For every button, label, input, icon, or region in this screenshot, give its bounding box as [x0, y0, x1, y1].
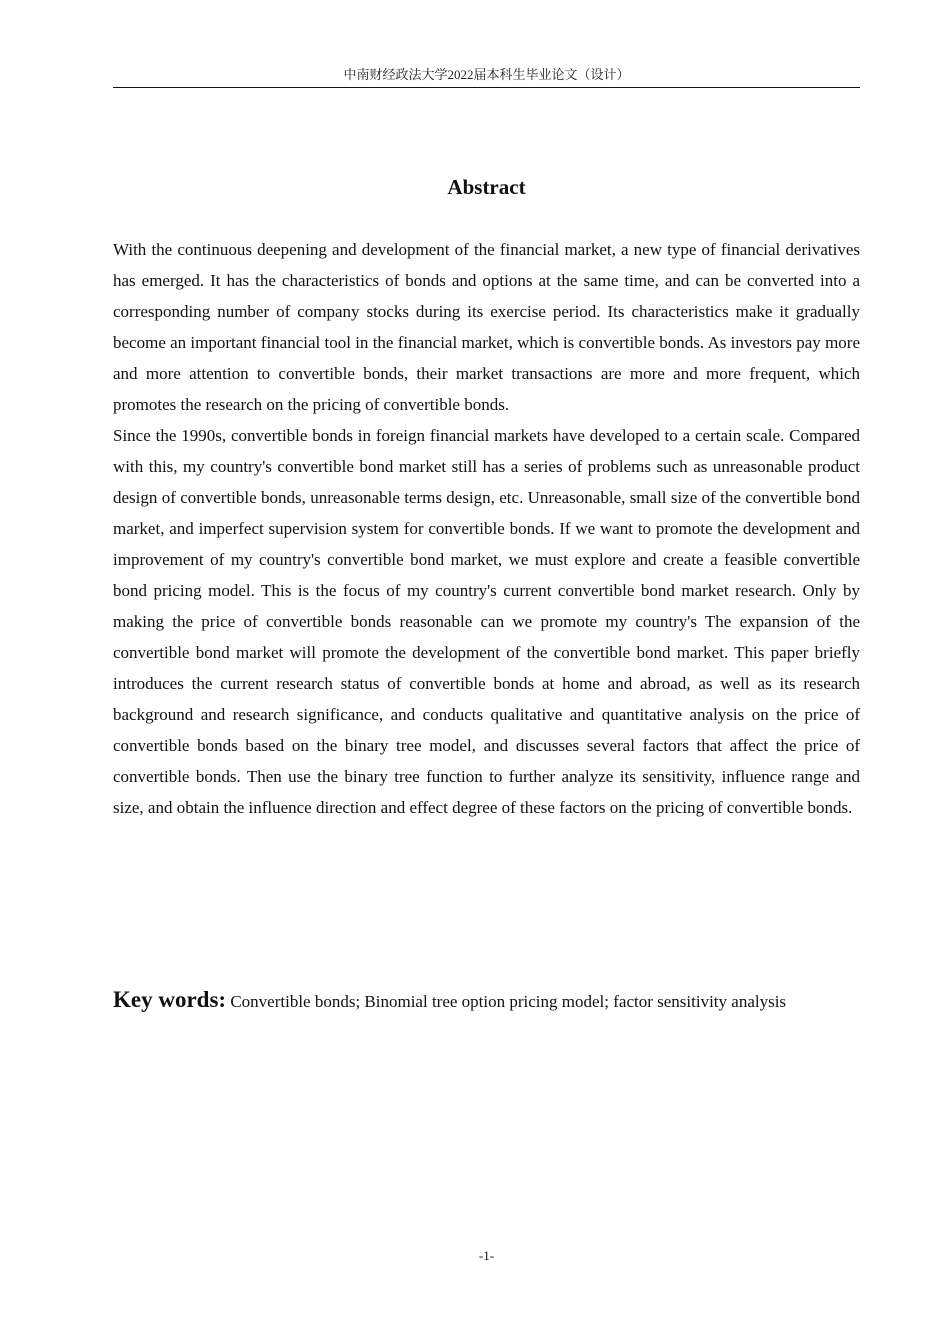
abstract-paragraph-2: Since the 1990s, convertible bonds in foreign financial markets have developed to a certain scale. Compared with this, my country's convertible bond market still has a series of problems such as unreasonable product design of convertible bonds, unreasonable terms design, etc. Unreasonable, small size of the convertible bond market, and imperfect supervision system for convertible bonds. If we want to promote the development and improvement of my country's convertible bond market, we must explore and create a feasible convertible bond pricing model. This is the focus of my country's current convertible bond market research. Only by making the price of convertible bonds reasonable can we promote my country's The expansion of the convertible bond market will promote the development of the convertible bond market. This paper briefly introduces the current research status of convertible bonds at home and abroad, as well as its research background and research significance, and conducts qualitative and quantitative analysis on the price of convertible bonds based on the binary tree model, and discusses several factors that affect the price of convertible bonds. Then use the binary tree function to further analyze its sensitivity, influence range and size, and obtain the influence direction and effect degree of these factors on the pricing of convertible bonds. [113, 426, 860, 817]
abstract-paragraph-1: With the continuous deepening and development of the financial market, a new type of financial derivatives has emerged. It has the characteristics of bonds and options at the same time, and can be converted into a corresponding number of company stocks during its exercise period. Its characteristics make it gradually become an important financial tool in the financial market, which is convertible bonds. As investors pay more and more attention to convertible bonds, their market transactions are more and more frequent, which promotes the research on the pricing of convertible bonds. [113, 240, 860, 414]
header-rule [113, 87, 860, 88]
page-number: -1- [478, 1248, 495, 1263]
keywords-label: Key words: [113, 987, 227, 1012]
abstract-title: Abstract [447, 175, 526, 199]
abstract-body [113, 234, 860, 823]
running-header: 中南财经政法大学2022届本科生毕业论文（设计） [343, 67, 630, 82]
keywords-line [113, 984, 860, 1018]
keywords-text: Convertible bonds; Binomial tree option pricing model; factor sensitivity analysis [230, 992, 787, 1011]
